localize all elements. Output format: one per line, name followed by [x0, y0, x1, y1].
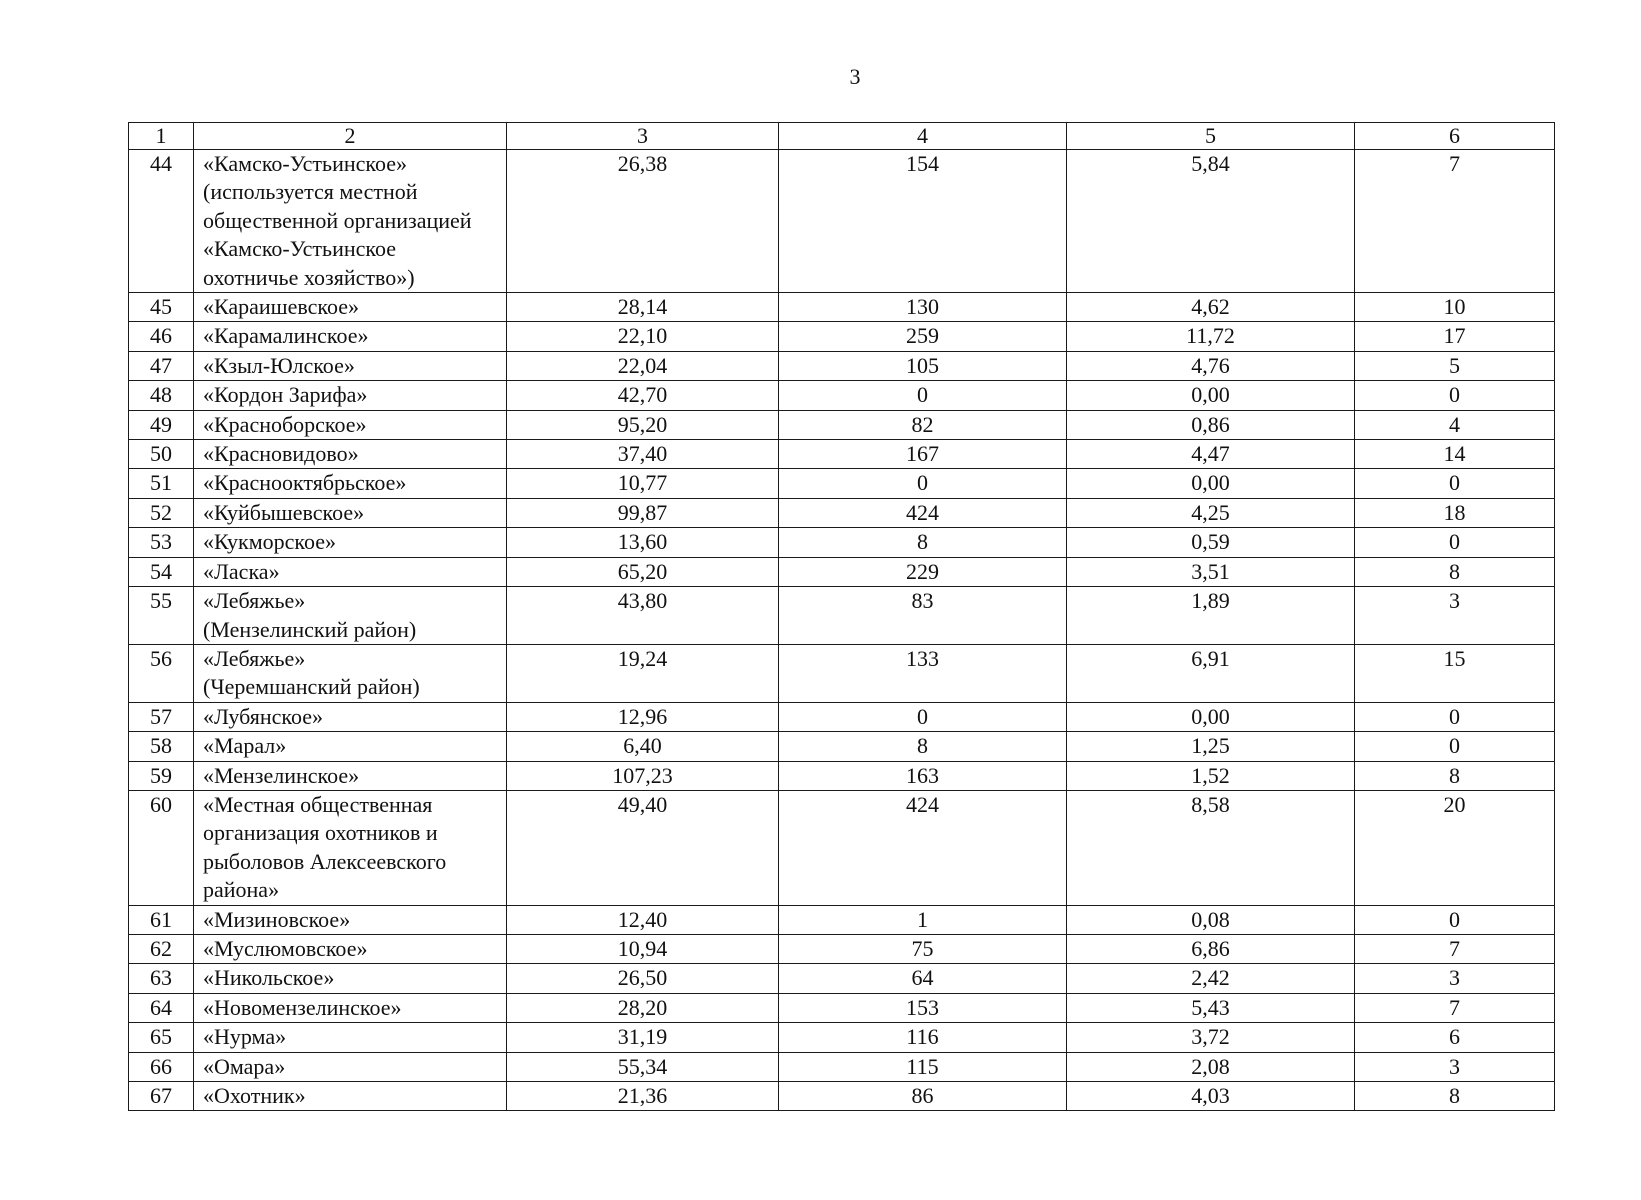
ground-name-line: «Лебяжье»: [203, 645, 306, 671]
col4-cell: 0: [779, 381, 1067, 410]
table-row: [129, 150, 1555, 293]
ground-name-line: (Мензелинский район): [203, 616, 417, 642]
col4-cell: 0: [779, 702, 1067, 731]
col4-cell: 116: [779, 1023, 1067, 1052]
table-row: [129, 732, 1555, 761]
row-number-cell: 64: [129, 993, 194, 1022]
col5-cell: 6,91: [1067, 644, 1355, 702]
ground-name-cell: [194, 498, 507, 527]
col3-cell: 43,80: [507, 587, 779, 645]
row-number-cell: 61: [129, 905, 194, 934]
row-number-cell: 50: [129, 440, 194, 469]
column-header: 6: [1355, 123, 1555, 150]
col6-cell: 0: [1355, 381, 1555, 410]
row-number-cell: 60: [129, 790, 194, 905]
ground-name-cell: [194, 732, 507, 761]
row-number-cell: 52: [129, 498, 194, 527]
row-number-cell: 48: [129, 381, 194, 410]
ground-name-cell: [194, 790, 507, 905]
col3-cell: 99,87: [507, 498, 779, 527]
col5-cell: 5,43: [1067, 993, 1355, 1022]
col3-cell: 26,50: [507, 964, 779, 993]
table-row: [129, 964, 1555, 993]
col4-cell: 424: [779, 790, 1067, 905]
table-row: [129, 322, 1555, 351]
col5-cell: 4,03: [1067, 1082, 1355, 1111]
col3-cell: 37,40: [507, 440, 779, 469]
col6-cell: 7: [1355, 934, 1555, 963]
ground-name-line: общественной организацией: [203, 207, 472, 233]
col3-cell: 49,40: [507, 790, 779, 905]
col6-cell: 3: [1355, 587, 1555, 645]
ground-name-cell: [194, 150, 507, 293]
col6-cell: 0: [1355, 702, 1555, 731]
ground-name-cell: [194, 1052, 507, 1081]
col4-cell: 229: [779, 557, 1067, 586]
ground-name-line: «Местная общественная: [203, 791, 433, 817]
ground-name-line: «Лубянское»: [203, 703, 323, 729]
ground-name-cell: [194, 905, 507, 934]
col4-cell: 133: [779, 644, 1067, 702]
ground-name-line: «Кукморское»: [203, 529, 336, 555]
ground-name-line: «Охотник»: [203, 1083, 306, 1108]
ground-name-line: «Муслюмовское»: [203, 935, 368, 961]
ground-name-line: организация охотников и: [203, 820, 438, 846]
col5-cell: 4,47: [1067, 440, 1355, 469]
ground-name-cell: [194, 410, 507, 439]
col5-cell: 0,00: [1067, 702, 1355, 731]
row-number-cell: 66: [129, 1052, 194, 1081]
table-row: [129, 469, 1555, 498]
col3-cell: 12,40: [507, 905, 779, 934]
col3-cell: 42,70: [507, 381, 779, 410]
col5-cell: 3,72: [1067, 1023, 1355, 1052]
ground-name-line: «Краснооктябрьское»: [203, 470, 407, 496]
row-number-cell: 65: [129, 1023, 194, 1052]
col3-cell: 65,20: [507, 557, 779, 586]
col4-cell: 163: [779, 761, 1067, 790]
table-row: [129, 993, 1555, 1022]
row-number-cell: 47: [129, 351, 194, 380]
col5-cell: 0,08: [1067, 905, 1355, 934]
col6-cell: 18: [1355, 498, 1555, 527]
row-number-cell: 63: [129, 964, 194, 993]
column-header: 3: [507, 123, 779, 150]
col6-cell: 0: [1355, 528, 1555, 557]
col4-cell: 8: [779, 528, 1067, 557]
ground-name-cell: [194, 934, 507, 963]
ground-name-cell: [194, 702, 507, 731]
col6-cell: 5: [1355, 351, 1555, 380]
ground-name-cell: [194, 964, 507, 993]
page-number: 3: [849, 64, 861, 89]
ground-name-cell: [194, 528, 507, 557]
row-number-cell: 56: [129, 644, 194, 702]
col4-cell: 83: [779, 587, 1067, 645]
row-number-cell: 67: [129, 1082, 194, 1111]
col5-cell: 11,72: [1067, 322, 1355, 351]
table-row: [129, 528, 1555, 557]
ground-name-line: «Кордон Зарифа»: [203, 382, 368, 408]
ground-name-line: «Никольское»: [203, 965, 335, 991]
col5-cell: 6,86: [1067, 934, 1355, 963]
col5-cell: 1,25: [1067, 732, 1355, 761]
ground-name-cell: [194, 644, 507, 702]
col3-cell: 21,36: [507, 1082, 779, 1111]
col4-cell: 424: [779, 498, 1067, 527]
column-header: 5: [1067, 123, 1355, 150]
table-row: [129, 1052, 1555, 1081]
ground-name-cell: [194, 440, 507, 469]
col6-cell: 6: [1355, 1023, 1555, 1052]
hunting-grounds-table: [128, 122, 1555, 1111]
col6-cell: 8: [1355, 1082, 1555, 1111]
col5-cell: 0,86: [1067, 410, 1355, 439]
ground-name-line: (используется местной: [203, 179, 418, 205]
col4-cell: 115: [779, 1052, 1067, 1081]
header-row: [129, 123, 1555, 150]
col5-cell: 4,62: [1067, 293, 1355, 322]
column-header: 1: [129, 123, 194, 150]
row-number-cell: 54: [129, 557, 194, 586]
col3-cell: 28,20: [507, 993, 779, 1022]
table-row: [129, 1082, 1555, 1111]
ground-name-cell: [194, 1023, 507, 1052]
col4-cell: 8: [779, 732, 1067, 761]
col5-cell: 0,00: [1067, 381, 1355, 410]
ground-name-line: (Черемшанский район): [203, 674, 420, 700]
row-number-cell: 51: [129, 469, 194, 498]
row-number-cell: 44: [129, 150, 194, 293]
col6-cell: 4: [1355, 410, 1555, 439]
ground-name-cell: [194, 761, 507, 790]
row-number-cell: 62: [129, 934, 194, 963]
ground-name-line: «Камско-Устьинское: [203, 236, 396, 262]
row-number-cell: 53: [129, 528, 194, 557]
column-header: 4: [779, 123, 1067, 150]
row-number-cell: 45: [129, 293, 194, 322]
table-body: [129, 123, 1555, 1111]
col3-cell: 19,24: [507, 644, 779, 702]
col3-cell: 6,40: [507, 732, 779, 761]
col6-cell: 0: [1355, 732, 1555, 761]
col4-cell: 1: [779, 905, 1067, 934]
col6-cell: 20: [1355, 790, 1555, 905]
table-row: [129, 702, 1555, 731]
table-row: [129, 587, 1555, 645]
col5-cell: 5,84: [1067, 150, 1355, 293]
column-header: 2: [194, 123, 507, 150]
ground-name-cell: [194, 587, 507, 645]
ground-name-line: «Лебяжье»: [203, 588, 306, 614]
ground-name-cell: [194, 381, 507, 410]
col3-cell: 95,20: [507, 410, 779, 439]
ground-name-line: охотничье хозяйство»): [203, 264, 415, 290]
table-row: [129, 1023, 1555, 1052]
col3-cell: 107,23: [507, 761, 779, 790]
ground-name-line: «Кзыл-Юлское»: [203, 352, 355, 378]
row-number-cell: 59: [129, 761, 194, 790]
row-number-cell: 46: [129, 322, 194, 351]
col3-cell: 13,60: [507, 528, 779, 557]
col5-cell: 0,00: [1067, 469, 1355, 498]
col4-cell: 86: [779, 1082, 1067, 1111]
col4-cell: 259: [779, 322, 1067, 351]
col4-cell: 64: [779, 964, 1067, 993]
table-row: [129, 351, 1555, 380]
ground-name-cell: [194, 293, 507, 322]
col6-cell: 0: [1355, 469, 1555, 498]
col4-cell: 154: [779, 150, 1067, 293]
ground-name-line: «Омара»: [203, 1053, 286, 1079]
table-row: [129, 410, 1555, 439]
table-row: [129, 761, 1555, 790]
ground-name-cell: [194, 1082, 507, 1111]
ground-name-cell: [194, 557, 507, 586]
ground-name-line: «Мензелинское»: [203, 762, 360, 788]
col6-cell: 3: [1355, 964, 1555, 993]
table-row: [129, 934, 1555, 963]
ground-name-cell: [194, 993, 507, 1022]
col6-cell: 14: [1355, 440, 1555, 469]
col5-cell: 8,58: [1067, 790, 1355, 905]
table-row: [129, 905, 1555, 934]
col6-cell: 8: [1355, 557, 1555, 586]
ground-name-line: «Марал»: [203, 733, 287, 759]
table-row: [129, 790, 1555, 905]
col3-cell: 10,77: [507, 469, 779, 498]
col5-cell: 1,52: [1067, 761, 1355, 790]
ground-name-line: рыболовов Алексеевского: [203, 848, 447, 874]
table-row: [129, 644, 1555, 702]
ground-name-cell: [194, 351, 507, 380]
ground-name-line: «Карамалинское»: [203, 323, 369, 349]
table-row: [129, 293, 1555, 322]
col4-cell: 153: [779, 993, 1067, 1022]
col4-cell: 167: [779, 440, 1067, 469]
col6-cell: 7: [1355, 150, 1555, 293]
col5-cell: 3,51: [1067, 557, 1355, 586]
ground-name-cell: [194, 469, 507, 498]
col6-cell: 15: [1355, 644, 1555, 702]
col4-cell: 82: [779, 410, 1067, 439]
ground-name-line: района»: [203, 877, 280, 903]
row-number-cell: 57: [129, 702, 194, 731]
col3-cell: 22,10: [507, 322, 779, 351]
ground-name-line: «Нурма»: [203, 1024, 287, 1050]
table-row: [129, 440, 1555, 469]
table-row: [129, 498, 1555, 527]
ground-name-line: «Куйбышевское»: [203, 499, 365, 525]
table-row: [129, 557, 1555, 586]
col6-cell: 7: [1355, 993, 1555, 1022]
col6-cell: 10: [1355, 293, 1555, 322]
row-number-cell: 55: [129, 587, 194, 645]
col3-cell: 28,14: [507, 293, 779, 322]
ground-name-line: «Ласка»: [203, 558, 280, 584]
ground-name-line: «Красноборское»: [203, 411, 367, 437]
col6-cell: 8: [1355, 761, 1555, 790]
col4-cell: 0: [779, 469, 1067, 498]
ground-name-line: «Мизиновское»: [203, 906, 351, 932]
table-row: [129, 381, 1555, 410]
col6-cell: 3: [1355, 1052, 1555, 1081]
ground-name-line: «Камско-Устьинское»: [203, 151, 407, 176]
ground-name-line: «Красновидово»: [203, 441, 359, 467]
row-number-cell: 49: [129, 410, 194, 439]
col6-cell: 0: [1355, 905, 1555, 934]
col4-cell: 75: [779, 934, 1067, 963]
col3-cell: 12,96: [507, 702, 779, 731]
col3-cell: 26,38: [507, 150, 779, 293]
col5-cell: 4,25: [1067, 498, 1355, 527]
col5-cell: 2,42: [1067, 964, 1355, 993]
ground-name-line: «Новомензелинское»: [203, 994, 402, 1020]
col5-cell: 1,89: [1067, 587, 1355, 645]
ground-name-cell: [194, 322, 507, 351]
col4-cell: 105: [779, 351, 1067, 380]
ground-name-line: «Караишевское»: [203, 294, 360, 320]
col3-cell: 10,94: [507, 934, 779, 963]
col5-cell: 4,76: [1067, 351, 1355, 380]
col5-cell: 0,59: [1067, 528, 1355, 557]
col5-cell: 2,08: [1067, 1052, 1355, 1081]
col3-cell: 55,34: [507, 1052, 779, 1081]
col3-cell: 22,04: [507, 351, 779, 380]
col6-cell: 17: [1355, 322, 1555, 351]
col3-cell: 31,19: [507, 1023, 779, 1052]
col4-cell: 130: [779, 293, 1067, 322]
row-number-cell: 58: [129, 732, 194, 761]
